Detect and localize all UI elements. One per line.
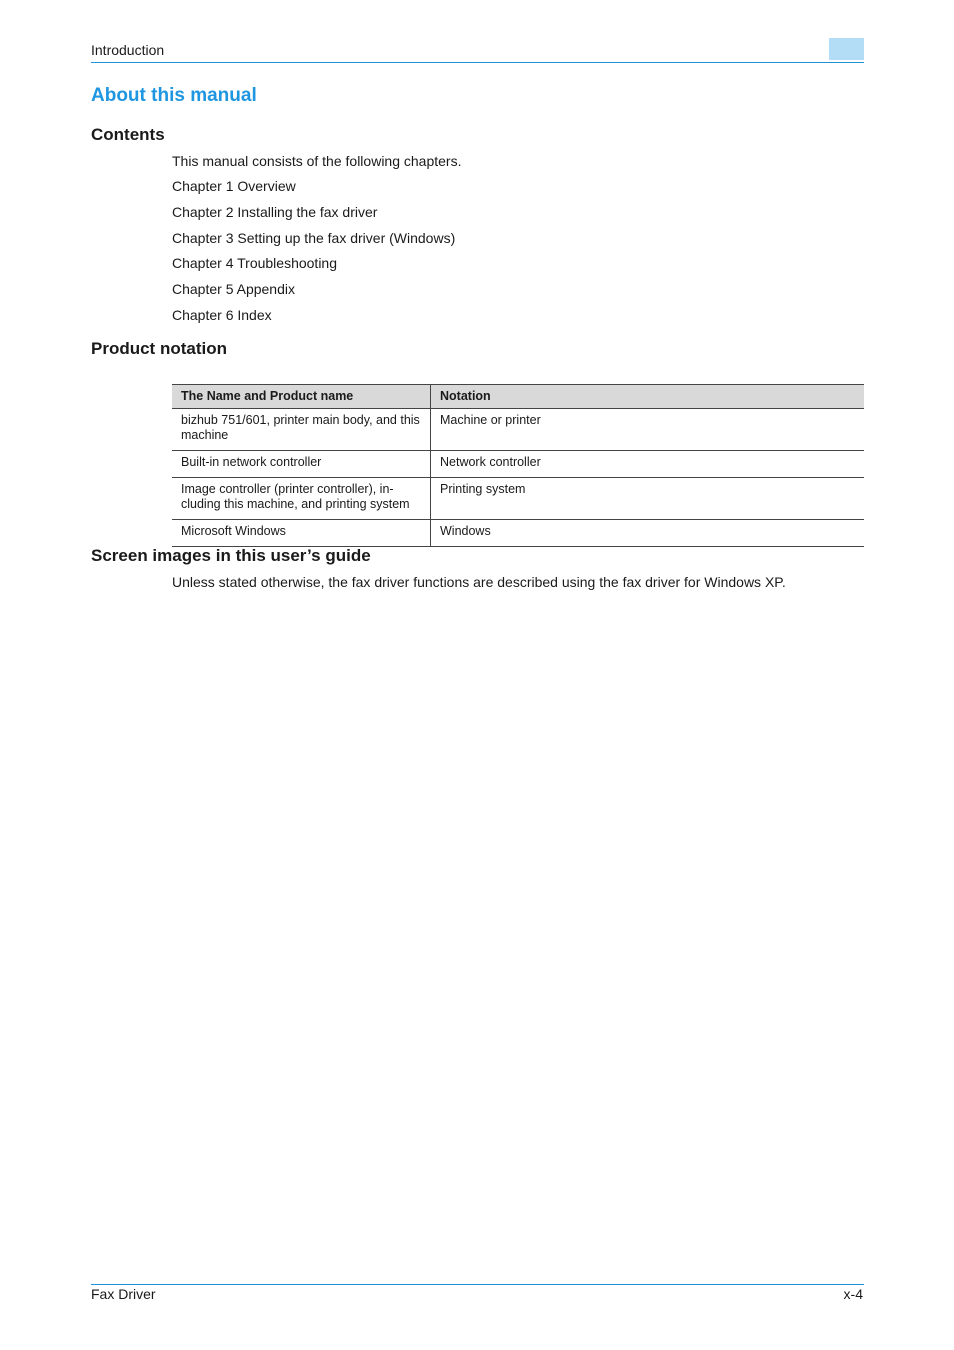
page-number: x-4 — [843, 1286, 863, 1302]
footer-title: Fax Driver — [91, 1286, 156, 1302]
table-row — [172, 409, 864, 451]
product-notation-heading: Product notation — [91, 339, 227, 358]
table-row — [172, 478, 864, 520]
chapter-item: Chapter 2 Installing the fax driver — [172, 203, 378, 220]
table-row — [172, 520, 864, 547]
product-notation-table — [172, 384, 864, 547]
chapter-item: Chapter 5 Appendix — [172, 281, 295, 298]
page-title: About this manual — [91, 85, 257, 106]
chapter-tab — [829, 38, 864, 60]
table-row — [172, 451, 864, 478]
footer-rule — [91, 1284, 864, 1285]
contents-heading: Contents — [91, 125, 165, 144]
table-cell: Image controller (printer controller), in-cluding this machine, and printing system — [172, 478, 431, 520]
table-cell: Windows — [431, 520, 865, 547]
chapter-item: Chapter 6 Index — [172, 306, 272, 323]
column-header: Notation — [431, 385, 865, 409]
screen-images-heading: Screen images in this user’s guide — [91, 546, 371, 565]
running-header: Introduction — [91, 42, 165, 58]
screen-images-text: Unless stated otherwise, the fax driver functions are described using the fax driver for Windows XP. — [172, 574, 786, 590]
chapter-item: Chapter 3 Setting up the fax driver (Windows) — [172, 229, 456, 246]
table-cell: Built-in network controller — [172, 451, 431, 478]
chapter-list — [172, 178, 455, 333]
chapter-item: Chapter 4 Troubleshooting — [172, 255, 337, 272]
header-rule — [91, 62, 864, 63]
chapter-item: Chapter 1 Overview — [172, 178, 296, 194]
table-cell: Printing system — [431, 478, 865, 520]
table-cell: bizhub 751/601, printer main body, and this machine — [172, 409, 431, 451]
contents-intro: This manual consists of the following chapters. — [172, 153, 462, 169]
table-header-row — [172, 385, 864, 409]
column-header: The Name and Product name — [172, 385, 431, 409]
table-cell: Microsoft Windows — [172, 520, 431, 547]
table-cell: Network controller — [431, 451, 865, 478]
table-cell: Machine or printer — [431, 409, 865, 451]
